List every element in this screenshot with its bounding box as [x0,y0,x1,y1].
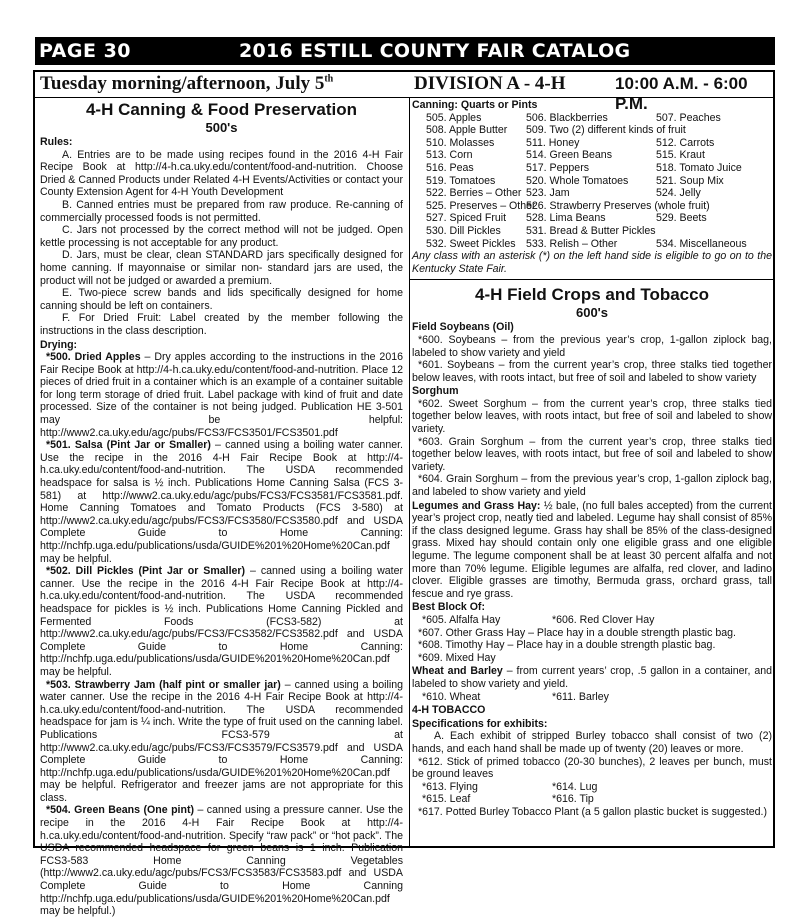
quarts-class-item: 523. Jam [526,187,570,200]
quarts-class-item: 533. Relish – Other [526,237,618,250]
class-pair: *615. Leaf *616. Tip [422,793,594,806]
quarts-class-item: 519. Tomatoes [426,174,496,187]
quarts-class-item: 525. Preserves – Other [426,199,536,212]
quarts-class-item: 515. Kraut [656,149,705,162]
class-pair: *610. Wheat *611. Barley [422,690,609,703]
quarts-class-item: 513. Corn [426,149,473,162]
class-entry: *602. Sweet Sorghum – from the current year’s crop, three stalks tied together below leaves, with roots intact, but free of soil and labeled to show variety. [412,397,772,436]
canning-column [40,99,403,918]
quarts-class-item: 534. Miscellaneous [656,237,747,250]
spec-a: A. Each exhibit of stripped Burley tobacco shall consist of two (2) hands, and each hand shall be made up of twenty (20) leaves or more. [412,730,772,755]
quarts-class-list [412,112,772,251]
class-entry: *502. Dill Pickles (Pint Jar or Smaller) – canned using a boiling water canner. Use the recipe in the 2016 4-H Fair Recipe Book at http://4-h.ca.uky.edu/content/food-and-nutrition. The USDA recommended headspace for pickles is ½ inch. Publications Home Canning Pickled and Fermented Foods (FCS3-582) at http://www2.ca.uky.edu/agc/pubs/FCS3/FCS3582/FCS3582.pdf and USDA Complete Guide to Home Canning: http://nchfp.uga.edu/publications/usda/GUIDE%201%20Home%20Can.pdf may be helpful. [40,565,403,678]
best-block-label: Best Block Of: [412,601,485,614]
quarts-class-item: 531. Bread & Butter Pickles [526,224,656,237]
section-title: 4-H Canning & Food Preservation [85,100,358,119]
quarts-class-item: 514. Green Beans [526,149,612,162]
quarts-class-item: 522. Berries – Other [426,187,522,200]
class-entry: *603. Grain Sorghum – from the current year’s crop, three stalks tied together below leaves, with roots intact, but free of soil and labeled to show variety. [412,435,772,473]
class-entry: *503. Strawberry Jam (half pint or smaller jar) – canned using a boiling water canner. Use the recipe in the 2016 4-H Fair Recipe Book at http://4-h.ca.uky.edu/content/food-and-nutrition. The USDA recommended headspace for jam is ¼ inch. Write the type of fruit used on the canning label. Publications FCS3-579 at http://www2.ca.uky.edu/agc/pubs/FCS3/FCS3579/FCS3579.pdf and USDA Complete Guide to Home Canning: http://nchfp.uga.edu/publications/usda/GUIDE%201%20Home%20Can.pdf may be helpful. Refrigerator and freezer jams are not appropriate for this class. [40,678,403,804]
class-entry: *504. Green Beans (One pint) – canned using a pressure canner. Use the recipe in the 2016 4-H Fair Recipe Book at http://4-h.ca.uky.edu/content/food-and-nutrition. Specify “raw pack” or “hot pack”. The USDA recommended headspace for green beans is 1 inch. Publication FCS3-583 Home Canning Vegetables (http://www2.ca.uky.edu/agc/pubs/FCS3/FCS3583/FCS3583.pdf and USDA Complete Guide to Home Canning http://nchfp.uga.edu/publications/usda/GUIDE%201%20Home%20Can.pdf may be helpful.) [40,804,403,918]
quarts-class-item: 526. Strawberry Preserves (whole fruit) [526,199,710,212]
quarts-class-item: 529. Beets [656,212,707,225]
quarts-class-item: 507. Peaches [656,111,721,124]
class-entry: *612. Stick of primed tobacco (20-30 bunches), 2 leaves per bunch, must be ground leaves [412,755,772,781]
class-entry: *501. Salsa (Pint Jar or Smaller) – canned using a boiling water canner. Use the recipe in the 2016 4-H Fair Recipe Book at http://4-h.ca.uky.edu/content/food-and-nutrition. The USDA recommended headspace for salsa is ½ inch. Publications Home Canning Salsa (FCS 3-581) at http://www2.ca.uky.edu/agc/pubs/FCS3/FCS3581/FCS3581.pdf. Home Canning Tomatoes and Tomato Products (FCS 3-580) at http://www2.ca.uky.edu/agc/pubs/FCS3/FCS3580/FCS3580.pdf and USDA Complete Guide to Home Canning: http://nchfp.uga.edu/publications/usda/GUIDE%201%20Home%20Can.pdf may be helpful. [40,439,403,565]
quarts-class-item: 520. Whole Tomatoes [526,174,629,187]
sorghum-label: Sorghum [412,385,459,398]
quarts-class-item: 510. Molasses [426,136,495,149]
class-entry: *608. Timothy Hay – Place hay in a double strength plastic bag. [418,639,716,652]
quarts-class-item: 524. Jelly [656,187,701,200]
rule-f: F. For Dried Fruit: Label created by the member following the instructions in the class description. [40,312,403,337]
rules-label: Rules: [40,136,73,148]
quarts-class-item: 516. Peas [426,161,474,174]
class-entry: *601. Soybeans – from the current year’s crop, three stalks tied together below leaves, with roots intact, but free of soil and labeled to show variety [412,359,772,384]
legumes-paragraph: Legumes and Grass Hay: ½ bale, (no full bales accepted) from the current year’s project crop, neatly tied and labeled. Legume hay shall consist of 85% if the class designed legume. Grass hay shall be 85% of the class-designed grass. Mixed hay should contain only one eligible grass and one eligible legume. The legume component shall be at least 30 percent alfalfa and not more than 70% legume. Eligible legumes are alfalfa, red clover, and ladino clover. Eligible grasses are timothy, Bermuda grass, orchard grass, tall fescue and rye grass. [412,499,772,600]
section-divider [409,279,775,280]
page-number: PAGE 30 [39,40,132,62]
class-entry: *600. Soybeans – from the previous year’s crop, 1-gallon ziplock bag, labeled to show variety and yield [412,333,772,359]
rule-c: C. Jars not processed by the correct method will not be judged. Open kettle processing is not acceptable for any product. [40,224,403,249]
quarts-class-item: 505. Apples [426,111,482,124]
class-entry: *607. Other Grass Hay – Place hay in a double strength plastic bag. [418,626,736,639]
class-pair: *613. Flying *614. Lug [422,780,598,793]
page-banner [35,37,775,65]
quarts-class-item: 517. Peppers [526,161,590,174]
quarts-class-item: 530. Dill Pickles [426,224,501,237]
quarts-class-item: 506. Blackberries [526,111,608,124]
quarts-class-item: 532. Sweet Pickles [426,237,516,250]
quarts-class-item: 527. Spiced Fruit [426,212,507,225]
class-entry: *604. Grain Sorghum – from the previous year’s crop, 1-gallon ziplock bag, and labeled to show variety and yield [412,473,772,499]
class-pair: *605. Alfalfa Hay *606. Red Clover Hay [422,613,655,626]
class-entry: *500. Dried Apples – Dry apples according to the instructions in the 2016 Fair Recipe Book at http://4-h.ca.uky.edu/content/food-and-nutrition. Place 12 pieces of dried fruit in a container which is an example of a container suitable for long term storage of dried fruit. Label package with kind of fruit and date processed. Size of the container is not being judged. Publication HE 3-501 may be helpful: http://www2.ca.uky.edu/agc/pubs/FCS3/FCS3501/FCS3501.pdf [40,351,403,439]
rule-a: A. Entries are to be made using recipes found in the 2016 4-H Fair Recipe Book at http://4-h.ca.uky.edu/content/food-and-nutrition. Choose Dried & Canned Products under Related 4-H Events/Activities or contact your County Extension Agent for 4-H Youth Development [40,148,403,199]
quarts-class-item: 508. Apple Butter [426,124,508,137]
section-number: 600's [575,305,608,321]
soybeans-label: Field Soybeans (Oil) [412,321,514,334]
section-number: 500's [205,120,238,135]
field-crops-column [412,99,772,818]
class-entry: *609. Mixed Hay [418,651,496,664]
class-entry: *617. Potted Burley Tobacco Plant (a 5 gallon plastic bucket is suggested.) [418,805,768,818]
asterisk-note: Any class with an asterisk (*) on the left hand side is eligible to go on to the Kentucky State Fair. [412,250,772,275]
column-divider [409,97,410,847]
schedule-date: Tuesday morning/afternoon, July 5th [40,73,334,94]
section-title: 4-H Field Crops and Tobacco [475,285,709,305]
header-divider [35,97,773,98]
rule-e: E. Two-piece screw bands and lids specifically designed for home canning should be left on containers. [40,287,403,312]
quarts-class-item: 528. Lima Beans [526,212,606,225]
quarts-class-item: 509. Two (2) different kinds of fruit [526,124,686,137]
quarts-class-item: 518. Tomato Juice [656,161,742,174]
rule-b: B. Canned entries must be prepared from raw produce. Re-canning of commercially processed foods is not permitted. [40,198,403,224]
specifications-label: Specifications for exhibits: [412,717,548,730]
wheat-paragraph: Wheat and Barley – from current years’ crop, .5 gallon in a container, and labeled to show variety and yield. [412,665,772,690]
catalog-title: 2016 ESTILL COUNTY FAIR CATALOG [239,40,631,62]
rule-d: D. Jars, must be clear, clean STANDARD jars specifically designed for home canning. If mayonnaise or similar non- standard jars are used, the product will not be judged or awarded a premium. [40,249,403,287]
schedule-time: 10:00 A.M. - 6:00 P.M. [615,74,748,113]
quarts-class-item: 512. Carrots [656,136,715,149]
quarts-label: Canning: Quarts or Pints [412,99,538,111]
division-label: DIVISION A - 4-H [414,73,566,94]
tobacco-label: 4-H TOBACCO [412,704,486,717]
quarts-class-item: 521. Soup Mix [656,174,724,187]
drying-label: Drying: [40,338,78,351]
quarts-class-item: 511. Honey [526,136,580,149]
